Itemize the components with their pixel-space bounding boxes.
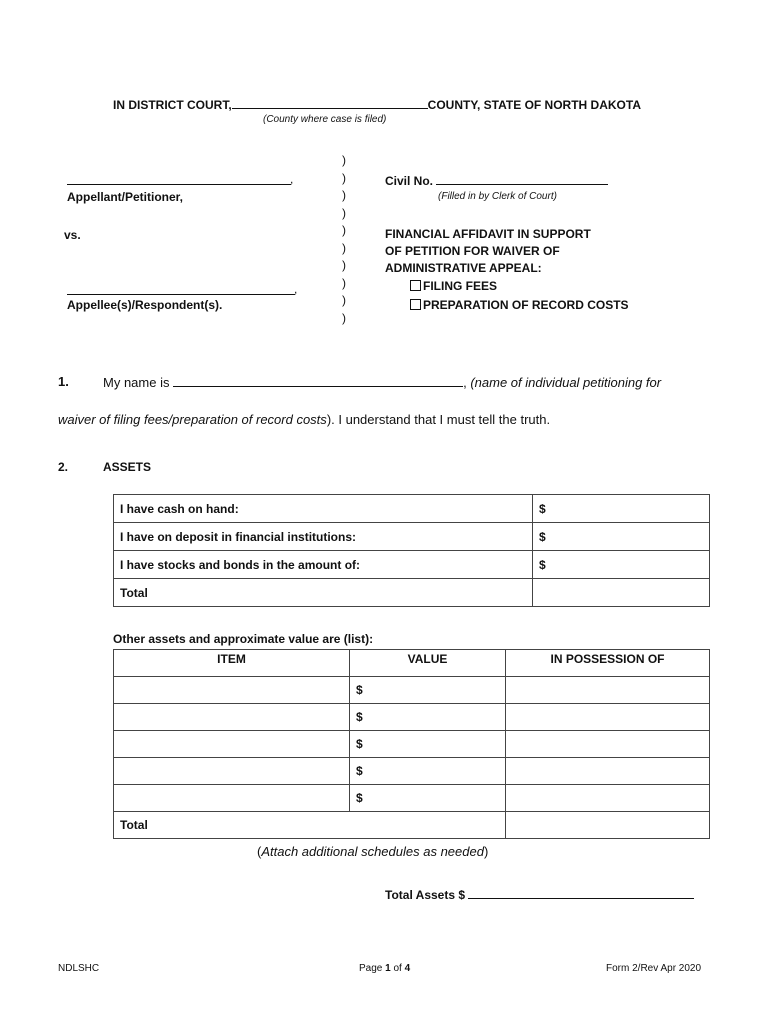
table-row bbox=[114, 579, 710, 607]
page-prefix: Page bbox=[359, 963, 383, 974]
table-row bbox=[114, 551, 710, 579]
other-total-field[interactable] bbox=[506, 812, 710, 839]
option-filing-fees[interactable] bbox=[410, 279, 497, 293]
checkbox-icon[interactable] bbox=[410, 299, 421, 310]
appellant-name-field[interactable] bbox=[67, 170, 294, 186]
section-1-line-2 bbox=[58, 412, 550, 427]
item-field[interactable] bbox=[114, 758, 350, 785]
table-row bbox=[114, 812, 710, 839]
truth-statement: ). I understand that I must tell the truth. bbox=[326, 412, 551, 427]
option-record-costs-label: PREPARATION OF RECORD COSTS bbox=[423, 298, 629, 312]
appellant-label: Appellant/Petitioner, bbox=[67, 190, 184, 204]
table-row bbox=[114, 731, 710, 758]
item-field[interactable] bbox=[114, 785, 350, 812]
court-header bbox=[113, 96, 641, 112]
civil-no-label: Civil No. bbox=[385, 174, 434, 188]
column-item: ITEM bbox=[114, 650, 350, 677]
total-assets-row bbox=[385, 886, 694, 902]
appellee-comma: , bbox=[294, 282, 298, 296]
other-assets-heading: Other assets and approximate value are (list): bbox=[113, 632, 374, 646]
other-assets-table bbox=[113, 649, 710, 839]
table-row bbox=[114, 495, 710, 523]
possession-field[interactable] bbox=[506, 731, 710, 758]
value-field[interactable]: $ bbox=[350, 677, 506, 704]
vs-label: vs. bbox=[64, 228, 81, 242]
page-number bbox=[359, 963, 410, 974]
table-row bbox=[114, 677, 710, 704]
asset-label: I have cash on hand: bbox=[114, 495, 533, 523]
petitioner-name-field[interactable] bbox=[173, 374, 463, 387]
possession-field[interactable] bbox=[506, 677, 710, 704]
possession-field[interactable] bbox=[506, 704, 710, 731]
asset-value-field[interactable]: $ bbox=[533, 551, 710, 579]
value-field[interactable]: $ bbox=[350, 704, 506, 731]
civil-no bbox=[385, 172, 608, 188]
waiver-note: waiver of filing fees/preparation of record costs bbox=[58, 412, 327, 427]
page-total: 4 bbox=[404, 963, 411, 974]
appellee-name-field[interactable] bbox=[67, 280, 298, 296]
civil-no-note: (Filled in by Clerk of Court) bbox=[438, 191, 557, 202]
page-current: 1 bbox=[385, 963, 391, 974]
table-row bbox=[114, 704, 710, 731]
petitioner-note: (name of individual petitioning for bbox=[470, 375, 662, 390]
footer-right: Form 2/Rev Apr 2020 bbox=[606, 963, 702, 974]
court-prefix: IN DISTRICT COURT, bbox=[113, 98, 232, 112]
possession-field[interactable] bbox=[506, 758, 710, 785]
item-field[interactable] bbox=[114, 731, 350, 758]
appellant-comma: , bbox=[290, 172, 294, 186]
title-line-1: FINANCIAL AFFIDAVIT IN SUPPORT bbox=[385, 227, 591, 241]
column-value: VALUE bbox=[350, 650, 506, 677]
table-row bbox=[114, 785, 710, 812]
section-2-number: 2. bbox=[58, 460, 69, 474]
option-filing-fees-label: FILING FEES bbox=[423, 279, 498, 293]
column-possession: IN POSSESSION OF bbox=[506, 650, 710, 677]
possession-field[interactable] bbox=[506, 785, 710, 812]
table-row bbox=[114, 523, 710, 551]
asset-total-field[interactable] bbox=[533, 579, 710, 607]
my-name-is: My name is bbox=[103, 375, 170, 390]
page-of: of bbox=[393, 963, 402, 974]
checkbox-icon[interactable] bbox=[410, 280, 421, 291]
table-header-row bbox=[114, 650, 710, 677]
appellee-label: Appellee(s)/Respondent(s). bbox=[67, 298, 223, 312]
county-note: (County where case is filed) bbox=[263, 114, 387, 125]
attach-note-text: Attach additional schedules as needed bbox=[261, 844, 484, 859]
court-suffix: COUNTY, STATE OF NORTH DAKOTA bbox=[427, 98, 641, 112]
section-1-number: 1. bbox=[58, 374, 69, 389]
title-line-3: ADMINISTRATIVE APPEAL: bbox=[385, 261, 542, 275]
asset-label: I have stocks and bonds in the amount of: bbox=[114, 551, 533, 579]
value-field[interactable]: $ bbox=[350, 758, 506, 785]
item-field[interactable] bbox=[114, 677, 350, 704]
county-field[interactable] bbox=[232, 96, 428, 109]
other-total-label: Total bbox=[114, 812, 506, 839]
assets-table bbox=[113, 494, 710, 607]
option-record-costs[interactable] bbox=[410, 298, 629, 312]
item-field[interactable] bbox=[114, 704, 350, 731]
attach-note-open: ( bbox=[257, 844, 262, 859]
table-row bbox=[114, 758, 710, 785]
value-field[interactable]: $ bbox=[350, 785, 506, 812]
asset-label: I have on deposit in financial institutions: bbox=[114, 523, 533, 551]
footer-left: NDLSHC bbox=[58, 963, 100, 974]
total-assets-label: Total Assets $ bbox=[385, 888, 466, 902]
caption-divider: ) ) ) ) ) ) ) ) ) ) bbox=[342, 153, 346, 325]
asset-value-field[interactable]: $ bbox=[533, 495, 710, 523]
assets-heading: ASSETS bbox=[103, 460, 152, 474]
section-1-line-1: My name is , (name of individual petitioning for bbox=[103, 375, 662, 390]
attach-note bbox=[257, 844, 488, 859]
value-field[interactable]: $ bbox=[350, 731, 506, 758]
affidavit-title bbox=[385, 226, 591, 277]
civil-no-field[interactable] bbox=[436, 172, 608, 185]
asset-total-label: Total bbox=[114, 579, 533, 607]
title-line-2: OF PETITION FOR WAIVER OF bbox=[385, 244, 560, 258]
attach-note-close: ) bbox=[483, 844, 489, 859]
total-assets-field[interactable] bbox=[468, 886, 694, 899]
asset-value-field[interactable]: $ bbox=[533, 523, 710, 551]
